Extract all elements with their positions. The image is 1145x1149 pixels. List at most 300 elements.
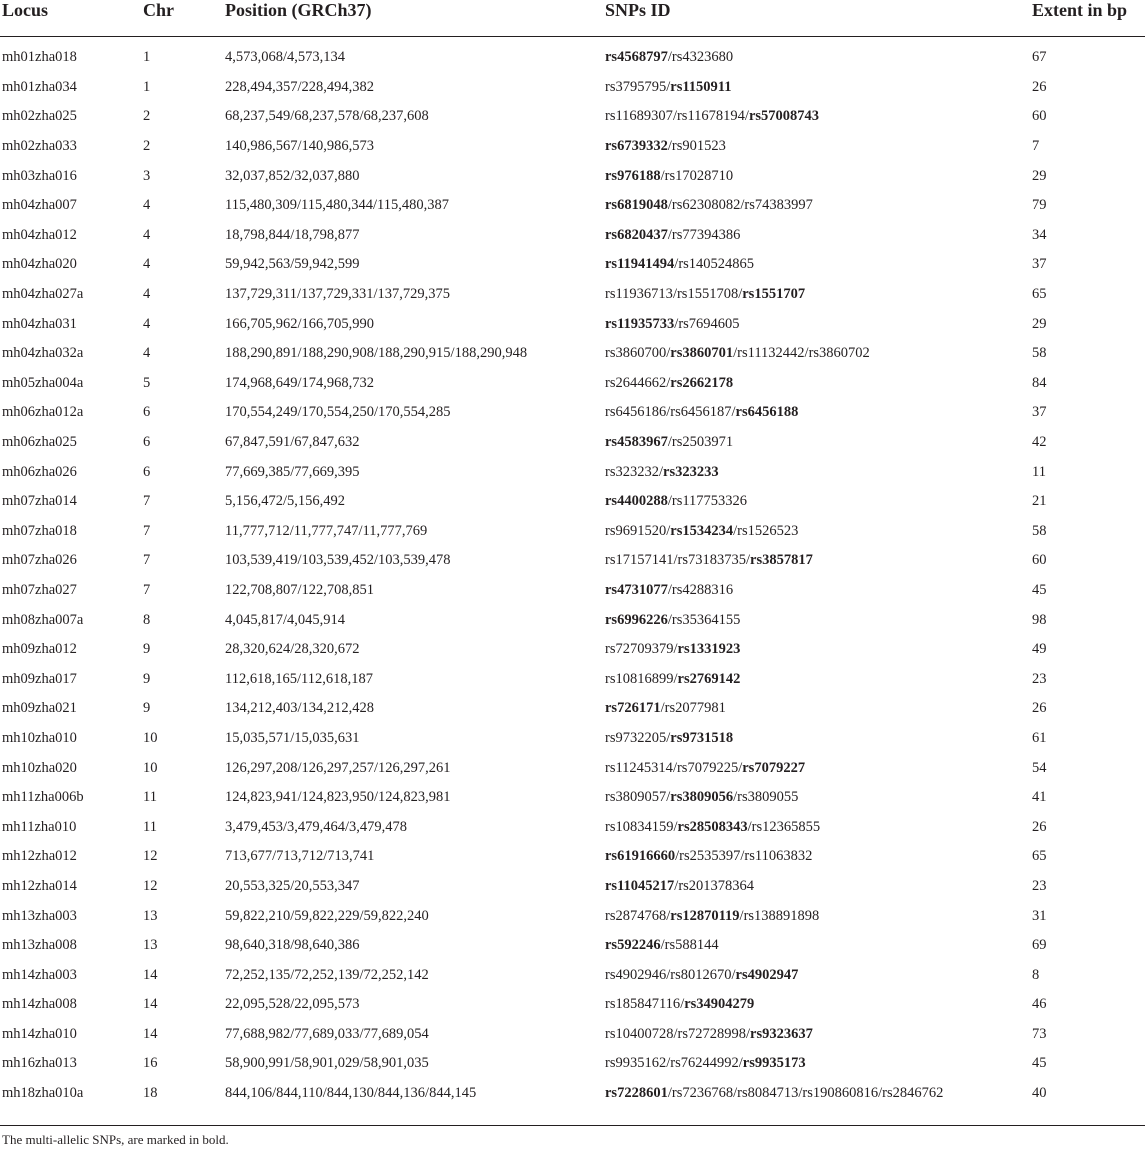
snp-id: rs72728998: [677, 1025, 746, 1042]
table-row: [0, 635, 1145, 665]
cell-snps-id: rs4583967/rs2503971: [605, 434, 734, 451]
snp-id-multiallelic: rs4583967: [605, 434, 668, 451]
table-row: [0, 694, 1145, 724]
cell-position: 188,290,891/188,290,908/188,290,915/188,290,948: [225, 345, 528, 362]
cell-position: 22,095,528/22,095,573: [225, 996, 360, 1013]
table-row: [0, 487, 1145, 517]
snp-id: rs3860700: [605, 345, 667, 362]
cell-chr: 10: [143, 759, 158, 776]
cell-chr: 2: [143, 108, 151, 125]
cell-chr: 14: [143, 1025, 158, 1042]
snp-id: rs11689307: [605, 108, 673, 125]
table-row: [0, 369, 1145, 399]
cell-extent: 65: [1032, 848, 1047, 865]
cell-extent: 67: [1032, 49, 1047, 66]
snp-id-multiallelic: rs9323637: [750, 1025, 813, 1042]
cell-chr: 9: [143, 700, 151, 717]
cell-snps-id: rs72709379/rs1331923: [605, 641, 741, 658]
snp-id: rs11132442: [737, 345, 805, 362]
cell-snps-id: rs10816899/rs2769142: [605, 670, 741, 687]
cell-chr: 1: [143, 49, 151, 66]
cell-snps-id: rs185847116/rs34904279: [605, 996, 755, 1013]
table-row: [0, 842, 1145, 872]
cell-position: 713,677/713,712/713,741: [225, 848, 375, 865]
cell-locus: mh03zha016: [2, 167, 77, 184]
cell-locus: mh13zha008: [2, 937, 77, 954]
cell-extent: 84: [1032, 374, 1047, 391]
table-row: [0, 428, 1145, 458]
cell-chr: 7: [143, 493, 151, 510]
cell-chr: 2: [143, 138, 151, 155]
cell-snps-id: rs6996226/rs35364155: [605, 611, 741, 628]
snp-id-multiallelic: rs6456188: [735, 404, 799, 421]
cell-snps-id: rs9935162/rs76244992/rs9935173: [605, 1055, 806, 1072]
header-chr: Chr: [143, 0, 225, 37]
snp-id: rs72709379: [605, 641, 674, 658]
cell-snps-id: rs726171/rs2077981: [605, 700, 726, 717]
cell-extent: 8: [1032, 966, 1040, 983]
snp-id: rs11678194: [676, 108, 745, 125]
table-row: [0, 250, 1145, 280]
cell-extent: 58: [1032, 522, 1047, 539]
snp-id: rs4902946: [605, 966, 667, 983]
cell-position: 77,688,982/77,689,033/77,689,054: [225, 1025, 429, 1042]
snp-id: rs901523: [671, 138, 726, 155]
cell-extent: 31: [1032, 907, 1047, 924]
cell-position: 67,847,591/67,847,632: [225, 434, 360, 451]
cell-position: 4,573,068/4,573,134: [225, 49, 346, 66]
cell-locus: mh07zha027: [2, 581, 77, 598]
cell-chr: 9: [143, 670, 151, 687]
cell-locus: mh06zha026: [2, 463, 77, 480]
table-row: [0, 1020, 1145, 1050]
snp-id-multiallelic: rs3857817: [750, 552, 813, 569]
table-row: [0, 724, 1145, 754]
cell-locus: mh12zha014: [2, 877, 77, 894]
cell-locus: mh04zha020: [2, 256, 77, 273]
cell-position: 126,297,208/126,297,257/126,297,261: [225, 759, 451, 776]
snp-id: rs62308082: [671, 197, 741, 214]
table-row: [0, 990, 1145, 1020]
footnote: The multi-allelic SNPs, are marked in bold.: [2, 1132, 229, 1147]
snp-id-multiallelic: rs1534234: [670, 522, 734, 539]
header-snps-id: SNPs ID: [605, 0, 1032, 37]
snp-id-multiallelic: rs4902947: [735, 966, 799, 983]
snp-id: rs8012670: [670, 966, 732, 983]
cell-position: 134,212,403/134,212,428: [225, 700, 375, 717]
cell-snps-id: rs3795795/rs1150911: [605, 78, 732, 95]
snp-id: rs35364155: [671, 611, 741, 628]
snp-id-multiallelic: rs11045217: [605, 877, 675, 894]
cell-locus: mh09zha021: [2, 700, 77, 717]
snp-id: rs17157141: [605, 552, 674, 569]
snp-id: rs201378364: [678, 877, 755, 894]
snp-id: rs11936713: [605, 286, 673, 303]
table-row: [0, 191, 1145, 221]
snp-id: rs2535397: [679, 848, 741, 865]
header-extent: Extent in bp: [1032, 0, 1145, 37]
snp-id-multiallelic: rs6996226: [605, 611, 668, 628]
cell-extent: 26: [1032, 78, 1047, 95]
cell-snps-id: rs3860700/rs3860701/rs11132442/rs3860702: [605, 345, 870, 362]
cell-position: 140,986,567/140,986,573: [225, 138, 375, 155]
snp-id-multiallelic: rs6739332: [605, 138, 668, 155]
cell-extent: 61: [1032, 729, 1047, 746]
cell-position: 20,553,325/20,553,347: [225, 877, 360, 894]
cell-snps-id: rs7228601/rs7236768/rs8084713/rs190860816/rs2846762: [605, 1085, 944, 1102]
snp-id: rs2644662: [605, 374, 667, 391]
snp-id: rs9691520: [605, 522, 667, 539]
table-row: [0, 753, 1145, 783]
table-row: [0, 931, 1145, 961]
cell-extent: 34: [1032, 226, 1047, 243]
snp-id: rs73183735: [677, 552, 746, 569]
snp-id: rs11245314: [605, 759, 673, 776]
cell-extent: 58: [1032, 345, 1047, 362]
snp-id: rs588144: [664, 937, 719, 954]
snp-id-multiallelic: rs9731518: [670, 729, 734, 746]
cell-locus: mh08zha007a: [2, 611, 84, 628]
cell-locus: mh11zha010: [2, 818, 77, 835]
cell-extent: 69: [1032, 937, 1047, 954]
cell-chr: 12: [143, 848, 158, 865]
cell-snps-id: rs592246/rs588144: [605, 937, 719, 954]
snp-id: rs4288316: [671, 581, 734, 598]
cell-extent: 37: [1032, 404, 1047, 421]
table-row: [0, 1079, 1145, 1109]
cell-extent: 21: [1032, 493, 1047, 510]
cell-chr: 11: [143, 818, 157, 835]
snp-id: rs10400728: [605, 1025, 674, 1042]
table-row: [0, 1049, 1145, 1079]
snp-id-multiallelic: rs57008743: [748, 108, 820, 125]
snp-id-multiallelic: rs592246: [605, 937, 661, 954]
table-row: [0, 901, 1145, 931]
cell-locus: mh10zha020: [2, 759, 77, 776]
snp-id: rs1551708: [676, 286, 739, 303]
table-row: [0, 960, 1145, 990]
cell-position: 228,494,357/228,494,382: [225, 78, 375, 95]
cell-extent: 40: [1032, 1085, 1047, 1102]
bottom-rule: [0, 1125, 1145, 1126]
cell-chr: 1: [143, 78, 151, 95]
snp-id-multiallelic: rs61916660: [605, 848, 676, 865]
cell-locus: mh16zha013: [2, 1055, 77, 1072]
table-row: [0, 132, 1145, 162]
snp-id: rs3809057: [605, 789, 667, 806]
cell-chr: 6: [143, 463, 151, 480]
cell-snps-id: rs11935733/rs7694605: [605, 315, 740, 332]
snp-id: rs7079225: [676, 759, 739, 776]
cell-locus: mh04zha012: [2, 226, 77, 243]
table-row: [0, 398, 1145, 428]
snp-id-multiallelic: rs1331923: [677, 641, 741, 658]
cell-extent: 54: [1032, 759, 1047, 776]
snp-id-multiallelic: rs11941494: [605, 256, 675, 273]
snp-id: rs9935162: [605, 1055, 667, 1072]
cell-chr: 18: [143, 1085, 158, 1102]
header-row: [0, 0, 1145, 37]
cell-position: 115,480,309/115,480,344/115,480,387: [225, 197, 449, 214]
cell-position: 11,777,712/11,777,747/11,777,769: [225, 522, 428, 539]
cell-locus: mh02zha025: [2, 108, 77, 125]
cell-chr: 8: [143, 611, 151, 628]
table-row: [0, 221, 1145, 251]
cell-snps-id: rs4731077/rs4288316: [605, 581, 734, 598]
table-row: [0, 309, 1145, 339]
cell-extent: 37: [1032, 256, 1047, 273]
cell-extent: 65: [1032, 286, 1047, 303]
cell-position: 844,106/844,110/844,130/844,136/844,145: [225, 1085, 477, 1102]
cell-snps-id: rs11045217/rs201378364: [605, 877, 755, 894]
cell-snps-id: rs11936713/rs1551708/rs1551707: [605, 286, 806, 303]
cell-snps-id: rs10400728/rs72728998/rs9323637: [605, 1025, 813, 1042]
cell-extent: 49: [1032, 641, 1047, 658]
cell-chr: 13: [143, 937, 158, 954]
cell-position: 3,479,453/3,479,464/3,479,478: [225, 818, 408, 835]
snp-id-multiallelic: rs4731077: [605, 581, 668, 598]
snp-id-multiallelic: rs28508343: [677, 818, 748, 835]
snp-id-multiallelic: rs3809056: [670, 789, 734, 806]
cell-snps-id: rs11245314/rs7079225/rs7079227: [605, 759, 806, 776]
cell-position: 103,539,419/103,539,452/103,539,478: [225, 552, 451, 569]
snp-id-multiallelic: rs34904279: [684, 996, 755, 1013]
cell-locus: mh09zha012: [2, 641, 77, 658]
table-row: [0, 517, 1145, 547]
snp-id: rs323232: [605, 463, 659, 480]
header-position: Position (GRCh37): [225, 0, 605, 37]
cell-locus: mh13zha003: [2, 907, 77, 924]
table-row: [0, 576, 1145, 606]
snp-id: rs10834159: [605, 818, 674, 835]
snp-id: rs190860816: [802, 1085, 879, 1102]
cell-locus: mh02zha033: [2, 138, 77, 155]
cell-snps-id: rs323232/rs323233: [605, 463, 719, 480]
table-row: [0, 73, 1145, 103]
cell-position: 72,252,135/72,252,139/72,252,142: [225, 966, 429, 983]
snp-id-multiallelic: rs9935173: [742, 1055, 806, 1072]
table-row: [0, 280, 1145, 310]
cell-locus: mh07zha026: [2, 552, 77, 569]
snp-id-multiallelic: rs2769142: [677, 670, 741, 687]
cell-extent: 60: [1032, 108, 1047, 125]
snp-id-multiallelic: rs7079227: [742, 759, 806, 776]
snp-id: rs7236768: [671, 1085, 734, 1102]
cell-chr: 3: [143, 167, 151, 184]
cell-extent: 29: [1032, 167, 1047, 184]
snp-id-multiallelic: rs12870119: [670, 907, 740, 924]
cell-position: 170,554,249/170,554,250/170,554,285: [225, 404, 451, 421]
cell-chr: 4: [143, 197, 151, 214]
cell-chr: 6: [143, 404, 151, 421]
snp-id: rs185847116: [605, 996, 681, 1013]
snp-id: rs140524865: [678, 256, 755, 273]
cell-position: 77,669,385/77,669,395: [225, 463, 360, 480]
cell-locus: mh14zha003: [2, 966, 77, 983]
snp-id: rs2077981: [664, 700, 726, 717]
snp-id: rs12365855: [751, 818, 821, 835]
cell-snps-id: rs9732205/rs9731518: [605, 729, 734, 746]
snp-id: rs2503971: [671, 434, 734, 451]
snp-id: rs3795795: [605, 78, 667, 95]
cell-locus: mh14zha010: [2, 1025, 77, 1042]
snp-id-multiallelic: rs4400288: [605, 493, 668, 510]
cell-locus: mh18zha010a: [2, 1085, 84, 1102]
cell-position: 124,823,941/124,823,950/124,823,981: [225, 789, 451, 806]
cell-position: 28,320,624/28,320,672: [225, 641, 360, 658]
snp-id: rs8084713: [737, 1085, 799, 1102]
cell-chr: 12: [143, 877, 158, 894]
cell-extent: 45: [1032, 1055, 1047, 1072]
snp-id-multiallelic: rs3860701: [670, 345, 734, 362]
cell-position: 166,705,962/166,705,990: [225, 315, 375, 332]
table-row: [0, 664, 1145, 694]
cell-extent: 60: [1032, 552, 1047, 569]
cell-locus: mh07zha018: [2, 522, 77, 539]
snp-id: rs3809055: [737, 789, 799, 806]
table-row: [0, 546, 1145, 576]
snp-id-multiallelic: rs976188: [605, 167, 661, 184]
snp-id: rs76244992: [670, 1055, 739, 1072]
cell-chr: 7: [143, 581, 151, 598]
cell-chr: 7: [143, 552, 151, 569]
cell-extent: 26: [1032, 700, 1047, 717]
table-row: [0, 872, 1145, 902]
cell-chr: 4: [143, 345, 151, 362]
cell-locus: mh04zha031: [2, 315, 77, 332]
snp-id-multiallelic: rs7228601: [605, 1085, 668, 1102]
cell-snps-id: rs3809057/rs3809056/rs3809055: [605, 789, 799, 806]
snp-id: rs74383997: [744, 197, 813, 214]
cell-chr: 6: [143, 434, 151, 451]
cell-extent: 29: [1032, 315, 1047, 332]
cell-snps-id: rs6739332/rs901523: [605, 138, 726, 155]
snp-id-multiallelic: rs11935733: [605, 315, 675, 332]
cell-chr: 4: [143, 286, 151, 303]
cell-position: 68,237,549/68,237,578/68,237,608: [225, 108, 429, 125]
cell-position: 137,729,311/137,729,331/137,729,375: [225, 286, 451, 303]
cell-extent: 98: [1032, 611, 1047, 628]
cell-chr: 14: [143, 966, 158, 983]
cell-position: 4,045,817/4,045,914: [225, 611, 346, 628]
snp-id: rs2874768: [605, 907, 667, 924]
cell-chr: 11: [143, 789, 157, 806]
cell-position: 59,822,210/59,822,229/59,822,240: [225, 907, 429, 924]
cell-position: 18,798,844/18,798,877: [225, 226, 360, 243]
cell-position: 58,900,991/58,901,029/58,901,035: [225, 1055, 429, 1072]
cell-snps-id: rs4902946/rs8012670/rs4902947: [605, 966, 799, 983]
cell-chr: 14: [143, 996, 158, 1013]
snp-id: rs3860702: [808, 345, 870, 362]
cell-extent: 41: [1032, 789, 1047, 806]
cell-snps-id: rs6819048/rs62308082/rs74383997: [605, 197, 813, 214]
snp-id: rs11063832: [744, 848, 813, 865]
cell-locus: mh06zha025: [2, 434, 77, 451]
cell-position: 122,708,807/122,708,851: [225, 581, 375, 598]
cell-extent: 23: [1032, 670, 1047, 687]
snp-id: rs6456187: [670, 404, 732, 421]
cell-chr: 13: [143, 907, 158, 924]
table-row: [0, 161, 1145, 191]
cell-snps-id: rs61916660/rs2535397/rs11063832: [605, 848, 813, 865]
snp-id-multiallelic: rs4568797: [605, 49, 668, 66]
cell-chr: 9: [143, 641, 151, 658]
cell-chr: 4: [143, 315, 151, 332]
cell-extent: 26: [1032, 818, 1047, 835]
cell-snps-id: rs11689307/rs11678194/rs57008743: [605, 108, 820, 125]
cell-snps-id: rs2874768/rs12870119/rs138891898: [605, 907, 820, 924]
cell-chr: 4: [143, 226, 151, 243]
cell-extent: 11: [1032, 463, 1046, 480]
cell-snps-id: rs2644662/rs2662178: [605, 374, 734, 391]
cell-extent: 42: [1032, 434, 1047, 451]
cell-snps-id: rs11941494/rs140524865: [605, 256, 755, 273]
cell-locus: mh10zha010: [2, 729, 77, 746]
snp-id: rs77394386: [671, 226, 741, 243]
cell-locus: mh12zha012: [2, 848, 77, 865]
snp-id-multiallelic: rs6819048: [605, 197, 668, 214]
cell-position: 5,156,472/5,156,492: [225, 493, 346, 510]
cell-snps-id: rs10834159/rs28508343/rs12365855: [605, 818, 821, 835]
cell-snps-id: rs9691520/rs1534234/rs1526523: [605, 522, 799, 539]
snp-id-multiallelic: rs1551707: [742, 286, 806, 303]
cell-extent: 46: [1032, 996, 1047, 1013]
cell-chr: 4: [143, 256, 151, 273]
cell-extent: 73: [1032, 1025, 1047, 1042]
table-row: [0, 102, 1145, 132]
table-body: [0, 37, 1145, 1109]
snp-id: rs17028710: [664, 167, 734, 184]
cell-extent: 45: [1032, 581, 1047, 598]
cell-locus: mh14zha008: [2, 996, 77, 1013]
cell-locus: mh06zha012a: [2, 404, 84, 421]
cell-locus: mh01zha034: [2, 78, 77, 95]
cell-snps-id: rs4400288/rs117753326: [605, 493, 748, 510]
cell-locus: mh09zha017: [2, 670, 77, 687]
snp-id: rs138891898: [743, 907, 820, 924]
snp-id: rs9732205: [605, 729, 667, 746]
snp-id-multiallelic: rs2662178: [670, 374, 734, 391]
table-row: [0, 605, 1145, 635]
table-row: [0, 339, 1145, 369]
cell-position: 98,640,318/98,640,386: [225, 937, 360, 954]
snp-id: rs6456186: [605, 404, 667, 421]
snp-id-multiallelic: rs323233: [663, 463, 719, 480]
cell-position: 112,618,165/112,618,187: [225, 670, 373, 687]
cell-snps-id: rs6456186/rs6456187/rs6456188: [605, 404, 799, 421]
cell-chr: 16: [143, 1055, 158, 1072]
cell-locus: mh05zha004a: [2, 374, 84, 391]
snp-id: rs117753326: [671, 493, 748, 510]
cell-position: 15,035,571/15,035,631: [225, 729, 360, 746]
snp-id-multiallelic: rs726171: [605, 700, 661, 717]
snp-id: rs2846762: [882, 1085, 944, 1102]
snp-id: rs7694605: [678, 315, 740, 332]
cell-locus: mh04zha027a: [2, 286, 84, 303]
snp-id: rs1526523: [737, 522, 799, 539]
cell-extent: 23: [1032, 877, 1047, 894]
cell-locus: mh07zha014: [2, 493, 77, 510]
table-row: [0, 457, 1145, 487]
cell-position: 32,037,852/32,037,880: [225, 167, 360, 184]
cell-locus: mh04zha007: [2, 197, 77, 214]
table-row: [0, 812, 1145, 842]
header-locus: Locus: [0, 0, 143, 37]
snp-id-multiallelic: rs6820437: [605, 226, 668, 243]
table-row: [0, 783, 1145, 813]
cell-position: 174,968,649/174,968,732: [225, 374, 375, 391]
cell-extent: 7: [1032, 138, 1040, 155]
